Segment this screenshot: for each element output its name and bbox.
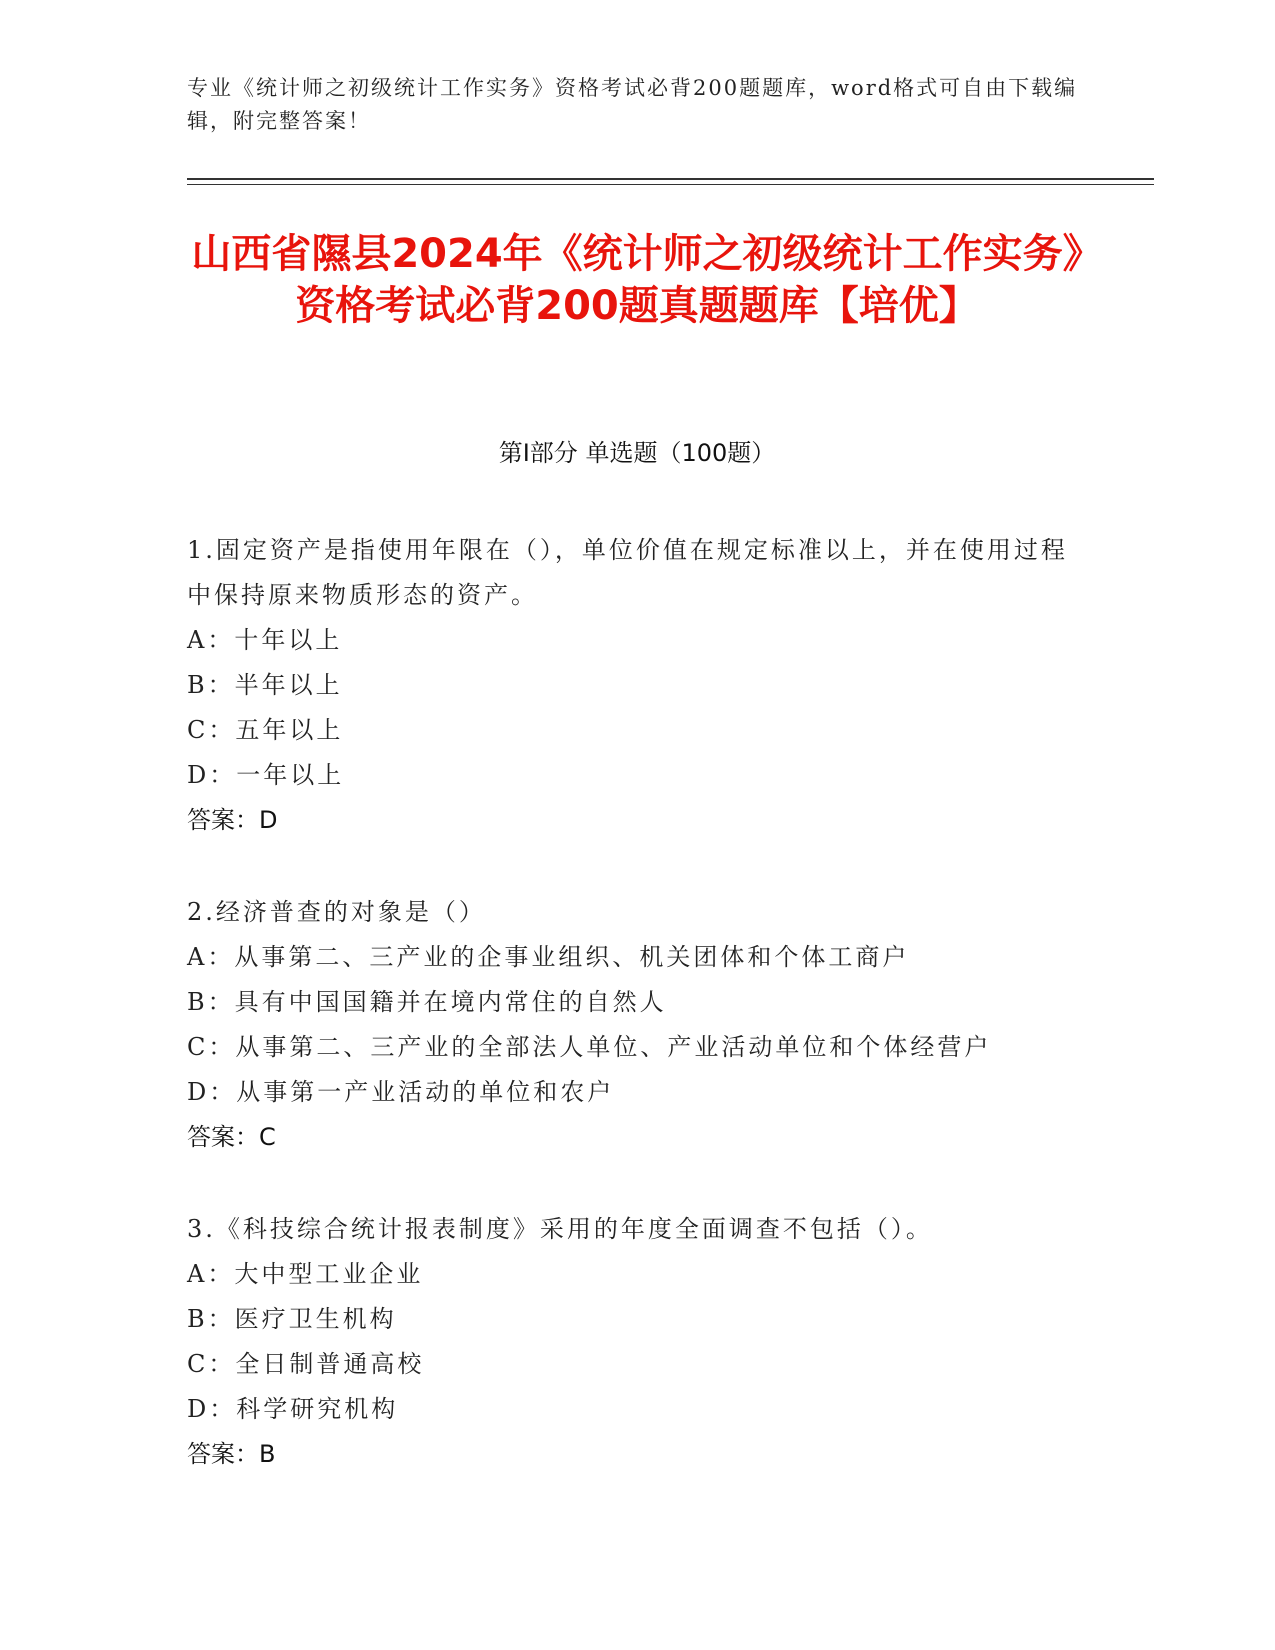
question-stem: 2.经济普查的对象是（） [187, 898, 486, 926]
option-c: C：五年以上 [187, 716, 344, 744]
question-3 [187, 1207, 1087, 1477]
option-c: C：全日制普通高校 [187, 1350, 425, 1378]
option-c: C：从事第二、三产业的全部法人单位、产业活动单位和个体经营户 [187, 1033, 992, 1061]
document-title: 山西省隰县2024年《统计师之初级统计工作实务》资格考试必背200题真题题库【培优】 [191, 231, 1083, 329]
question-2 [187, 890, 1087, 1160]
question-1 [187, 528, 1087, 843]
option-b: B：具有中国国籍并在境内常住的自然人 [187, 988, 667, 1016]
answer-line: 答案：C [187, 1123, 276, 1151]
option-d: D：科学研究机构 [187, 1395, 399, 1423]
question-list [187, 528, 1087, 1524]
header-rule-thin [187, 184, 1154, 185]
section-heading: 第I部分 单选题（100题） [498, 439, 776, 467]
answer-line: 答案：B [187, 1440, 276, 1468]
option-d: D：一年以上 [187, 761, 345, 789]
option-b: B：医疗卫生机构 [187, 1305, 397, 1333]
header-note: 专业《统计师之初级统计工作实务》资格考试必背200题题库，word格式可自由下载编辑，附完整答案！ [187, 76, 1078, 133]
header-rule-thick [187, 178, 1154, 180]
option-a: A：十年以上 [187, 626, 343, 654]
option-a: A：大中型工业企业 [187, 1260, 424, 1288]
option-b: B：半年以上 [187, 671, 343, 699]
question-stem: 3.《科技综合统计报表制度》采用的年度全面调查不包括（）。 [187, 1215, 933, 1243]
answer-line: 答案：D [187, 806, 278, 834]
question-stem: 1.固定资产是指使用年限在（），单位价值在规定标准以上，并在使用过程中保持原来物质形态的资产。 [187, 536, 1068, 609]
option-d: D：从事第一产业活动的单位和农户 [187, 1078, 615, 1106]
option-a: A：从事第二、三产业的企事业组织、机关团体和个体工商户 [187, 943, 910, 971]
